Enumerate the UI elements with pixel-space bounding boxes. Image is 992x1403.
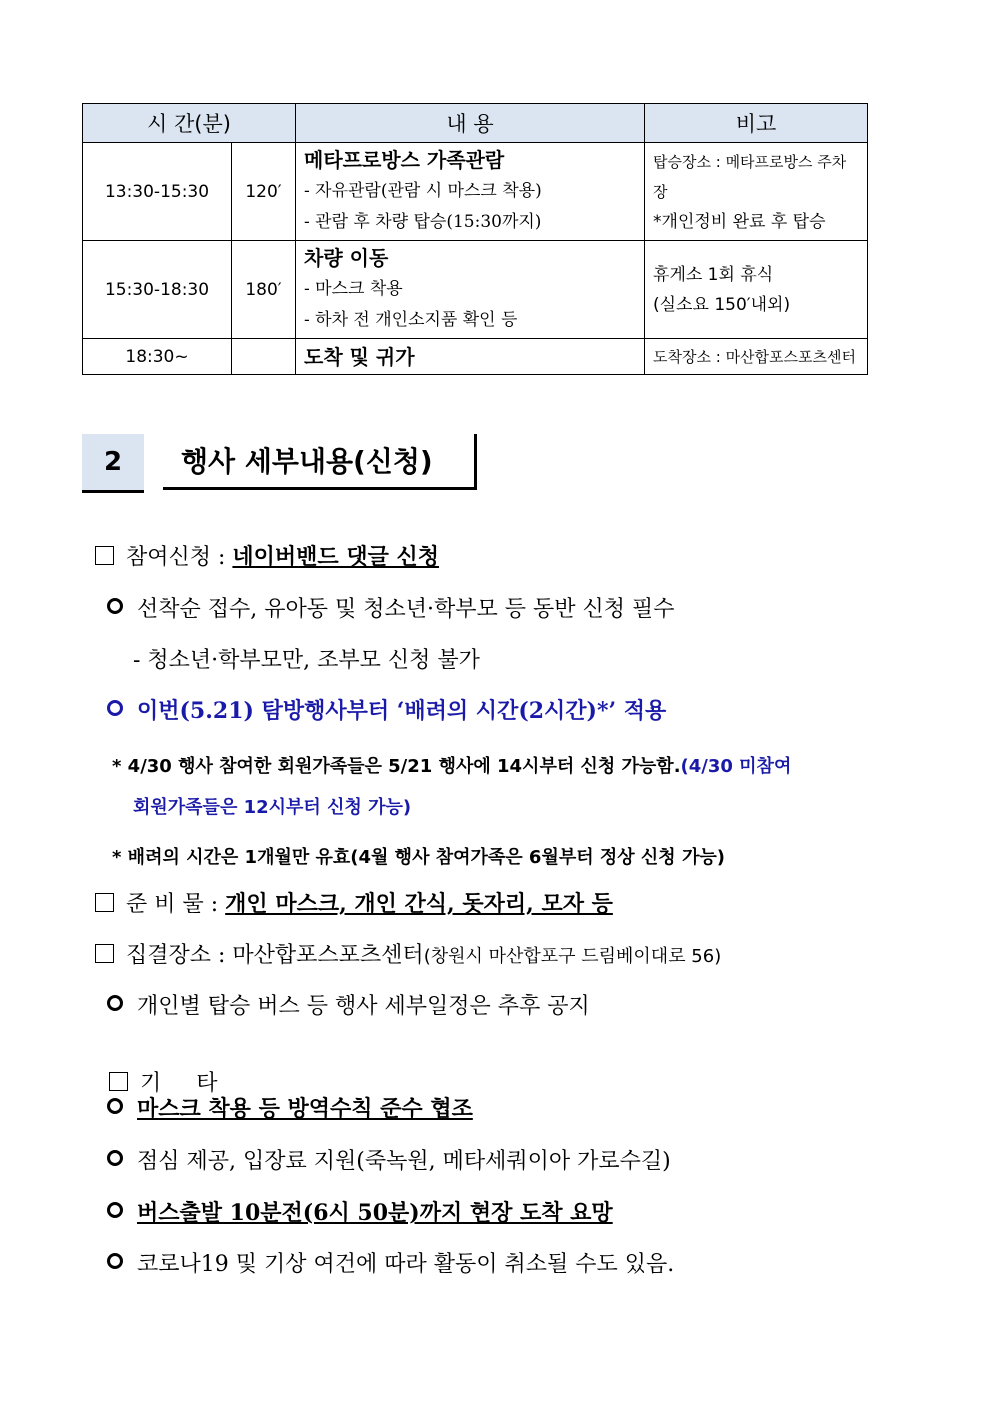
bullet-text: 버스출발 10분전(6시 50분)까지 현장 도착 요망: [137, 1200, 613, 1226]
row-title: 차량 이동: [304, 246, 389, 270]
note-line: 탑승장소 : 메타프로방스 주차장: [653, 152, 847, 201]
bullet-text: 선착순 접수, 유아동 및 청소년·학부모 등 동반 신청 필수: [137, 597, 675, 622]
header-content: 내 용: [296, 104, 645, 143]
note-text: * 4/30 행사 참여한 회원가족들은 5/21 행사에 14시부터 신청 가능함.: [112, 756, 681, 777]
circle-bullet-icon: [107, 598, 123, 614]
note-line: 휴게소 1회 휴식: [653, 264, 774, 285]
etc-bullet-4: [107, 1247, 674, 1278]
circle-bullet-icon: [107, 1253, 123, 1269]
prep-item: [95, 887, 613, 918]
header-note: 비고: [645, 104, 868, 143]
row-note: [645, 339, 868, 375]
row-content: [296, 339, 645, 375]
section-title: 행사 세부내용(신청): [163, 434, 477, 490]
schedule-table: [82, 103, 868, 375]
apply-bullet-1-sub: - 청소년·학부모만, 조부모 신청 불가: [133, 648, 480, 673]
note-text-blue: (4/30 미참여: [680, 756, 792, 777]
checkbox-square-icon: [95, 546, 114, 565]
meet-bullet-1: [107, 989, 590, 1020]
meet-item: [95, 938, 721, 969]
note-2: * 배려의 시간은 1개월만 유효(4월 행사 참여가족은 6월부터 정상 신청 가능): [112, 847, 725, 868]
apply-item: [95, 540, 439, 571]
apply-value: 네이버밴드 댓글 신청: [232, 544, 440, 570]
row-time: 18:30~: [83, 339, 232, 375]
prep-value: 개인 마스크, 개인 간식, 돗자리, 모자 등: [225, 891, 613, 917]
checkbox-square-icon: [109, 1072, 128, 1091]
row-title: 메타프로방스 가족관람: [304, 148, 505, 172]
row-title: 도착 및 귀가: [304, 344, 415, 369]
checkbox-square-icon: [95, 893, 114, 912]
circle-bullet-icon: [107, 1150, 123, 1166]
etc-bullet-2: [107, 1144, 671, 1175]
bullet-text: 마스크 착용 등 방역수칙 준수 협조: [137, 1096, 473, 1122]
row-content: [296, 143, 645, 241]
row-content: [296, 241, 645, 339]
meet-label: 집결장소 : 마산합포스포츠센터: [126, 943, 424, 968]
bullet-text: 개인별 탑승 버스 등 행사 세부일정은 추후 공지: [137, 994, 590, 1019]
note-1: [112, 752, 791, 778]
row-time: 15:30-18:30: [83, 241, 232, 339]
row-duration: [232, 339, 296, 375]
row-note: [645, 143, 868, 241]
meet-address: (창원시 마산합포구 드림베이대로 56): [423, 946, 722, 967]
etc-bullet-3: [107, 1196, 613, 1227]
table-row: [83, 339, 868, 375]
row-line: - 마스크 착용: [304, 279, 403, 299]
apply-bullet-1: [107, 592, 674, 623]
row-line: - 자유관람(관람 시 마스크 착용): [304, 181, 542, 201]
etc-bullet-1: [107, 1092, 473, 1123]
row-duration: 120′: [232, 143, 296, 241]
bullet-text: 코로나19 및 기상 여건에 따라 활동이 취소될 수도 있음.: [137, 1252, 675, 1277]
apply-label: 참여신청 :: [126, 545, 233, 570]
table-row: [83, 241, 868, 339]
bullet-text: 점심 제공, 입장료 지원(죽녹원, 메타세쿼이아 가로수길): [137, 1149, 671, 1174]
bullet-text: 이번(5.21) 탐방행사부터 ‘배려의 시간(2시간)*’ 적용: [137, 698, 667, 724]
prep-label: 준 비 물 :: [126, 892, 226, 917]
note-1-cont: 회원가족들은 12시부터 신청 가능): [133, 797, 412, 818]
row-duration: 180′: [232, 241, 296, 339]
row-note: [645, 241, 868, 339]
circle-bullet-icon: [107, 1202, 123, 1218]
circle-bullet-icon: [107, 700, 123, 716]
note-line: 도착장소 : 마산합포스포츠센터: [653, 347, 856, 366]
row-time: 13:30-15:30: [83, 143, 232, 241]
note-line: (실소요 150′내외): [653, 294, 791, 315]
apply-bullet-2: [107, 694, 666, 725]
circle-bullet-icon: [107, 995, 123, 1011]
row-line: - 하차 전 개인소지품 확인 등: [304, 310, 518, 330]
table-row: [83, 143, 868, 241]
header-time: 시 간(분): [83, 104, 296, 143]
note-line: *개인정비 완료 후 탑승: [653, 211, 826, 232]
etc-label: 기 타: [140, 1071, 218, 1096]
etc-item: [95, 1041, 217, 1097]
section-number: 2: [82, 434, 144, 493]
circle-bullet-icon: [107, 1098, 123, 1114]
table-header-row: [83, 104, 868, 143]
checkbox-square-icon: [95, 944, 114, 963]
row-line: - 관람 후 차량 탑승(15:30까지): [304, 212, 542, 232]
